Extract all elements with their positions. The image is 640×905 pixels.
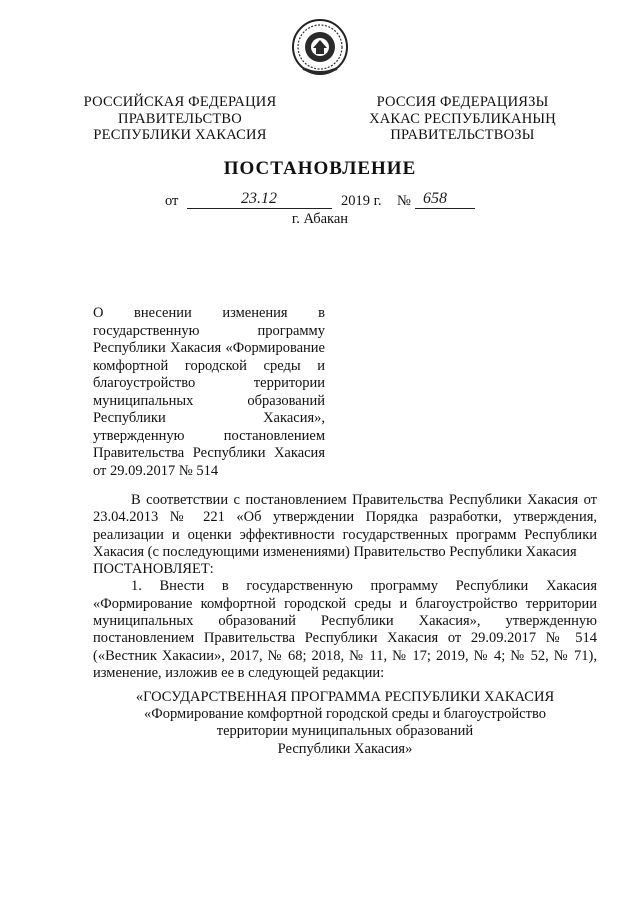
header-left-line: РЕСПУБЛИКИ ХАКАСИЯ bbox=[93, 127, 267, 143]
preamble-paragraph: В соответствии с постановлением Правительства Республики Хакасия от 23.04.2013 № 221 «Об утверждении Порядка разработки, утверждения, реализации и оценки эффективности государственных программ Республики Хакасия (с последующими изменениями) Правительство Республики Хакасия bbox=[93, 492, 597, 560]
subject-block: О внесении изменения в государственную программу Республики Хакасия «Формирование комфортной городской среды и благоустройство территории муниципальных образований Республики Хакасия», утвержденную постановлением Правительства Республики Хакасия от 29.09.2017 № 514 bbox=[93, 305, 325, 479]
handwritten-date: 23.12 bbox=[241, 190, 277, 207]
header-left-line: РОССИЙСКАЯ ФЕДЕРАЦИЯ bbox=[83, 94, 277, 110]
header-right-line: РОССИЯ ФЕДЕРАЦИЯЗЫ bbox=[376, 94, 549, 110]
header-left-block bbox=[80, 94, 280, 144]
header-right-block bbox=[355, 94, 570, 144]
header-right-line: ПРАВИТЕЛЬСТВОЗЫ bbox=[390, 127, 535, 143]
program-title-line: «Формирование комфортной городской среды и благоустройство bbox=[144, 706, 546, 723]
item-1-paragraph: 1. Внести в государственную программу Республики Хакасия «Формирование комфортной городской среды и благоустройство территории муниципальных образований Республики Хакасия», утвержденную постановлением Правительства Республики Хакасия от 29.09.2017 № 514 («Вестник Хакасии», 2017, № 68; 2018, № 11, № 17; 2019, № 4; № 52, № 71), изменение, изложив ее в следующей редакции: bbox=[93, 578, 597, 681]
program-title-line: территории муниципальных образований bbox=[216, 723, 474, 740]
year-label: 2019 г. bbox=[341, 193, 382, 209]
program-title-line: Республики Хакасия» bbox=[277, 740, 413, 757]
city-line: г. Абакан bbox=[291, 211, 349, 227]
program-title bbox=[93, 689, 597, 758]
handwritten-number: 658 bbox=[423, 190, 447, 207]
document-title: ПОСТАНОВЛЕНИЕ bbox=[223, 158, 417, 179]
program-title-line: «ГОСУДАРСТВЕННАЯ ПРОГРАММА РЕСПУБЛИКИ ХАКАСИЯ bbox=[135, 689, 555, 705]
date-prefix: от bbox=[165, 193, 179, 209]
header-right-line: ХАКАС РЕСПУБЛИКАНЫҢ bbox=[369, 110, 556, 127]
header-left-line: ПРАВИТЕЛЬСТВО bbox=[118, 110, 242, 127]
coat-of-arms-emblem bbox=[291, 18, 349, 76]
resolves-word: ПОСТАНОВЛЯЕТ: bbox=[93, 561, 214, 578]
number-sign: № bbox=[397, 193, 411, 209]
body-text bbox=[93, 492, 597, 682]
date-line bbox=[165, 190, 495, 213]
